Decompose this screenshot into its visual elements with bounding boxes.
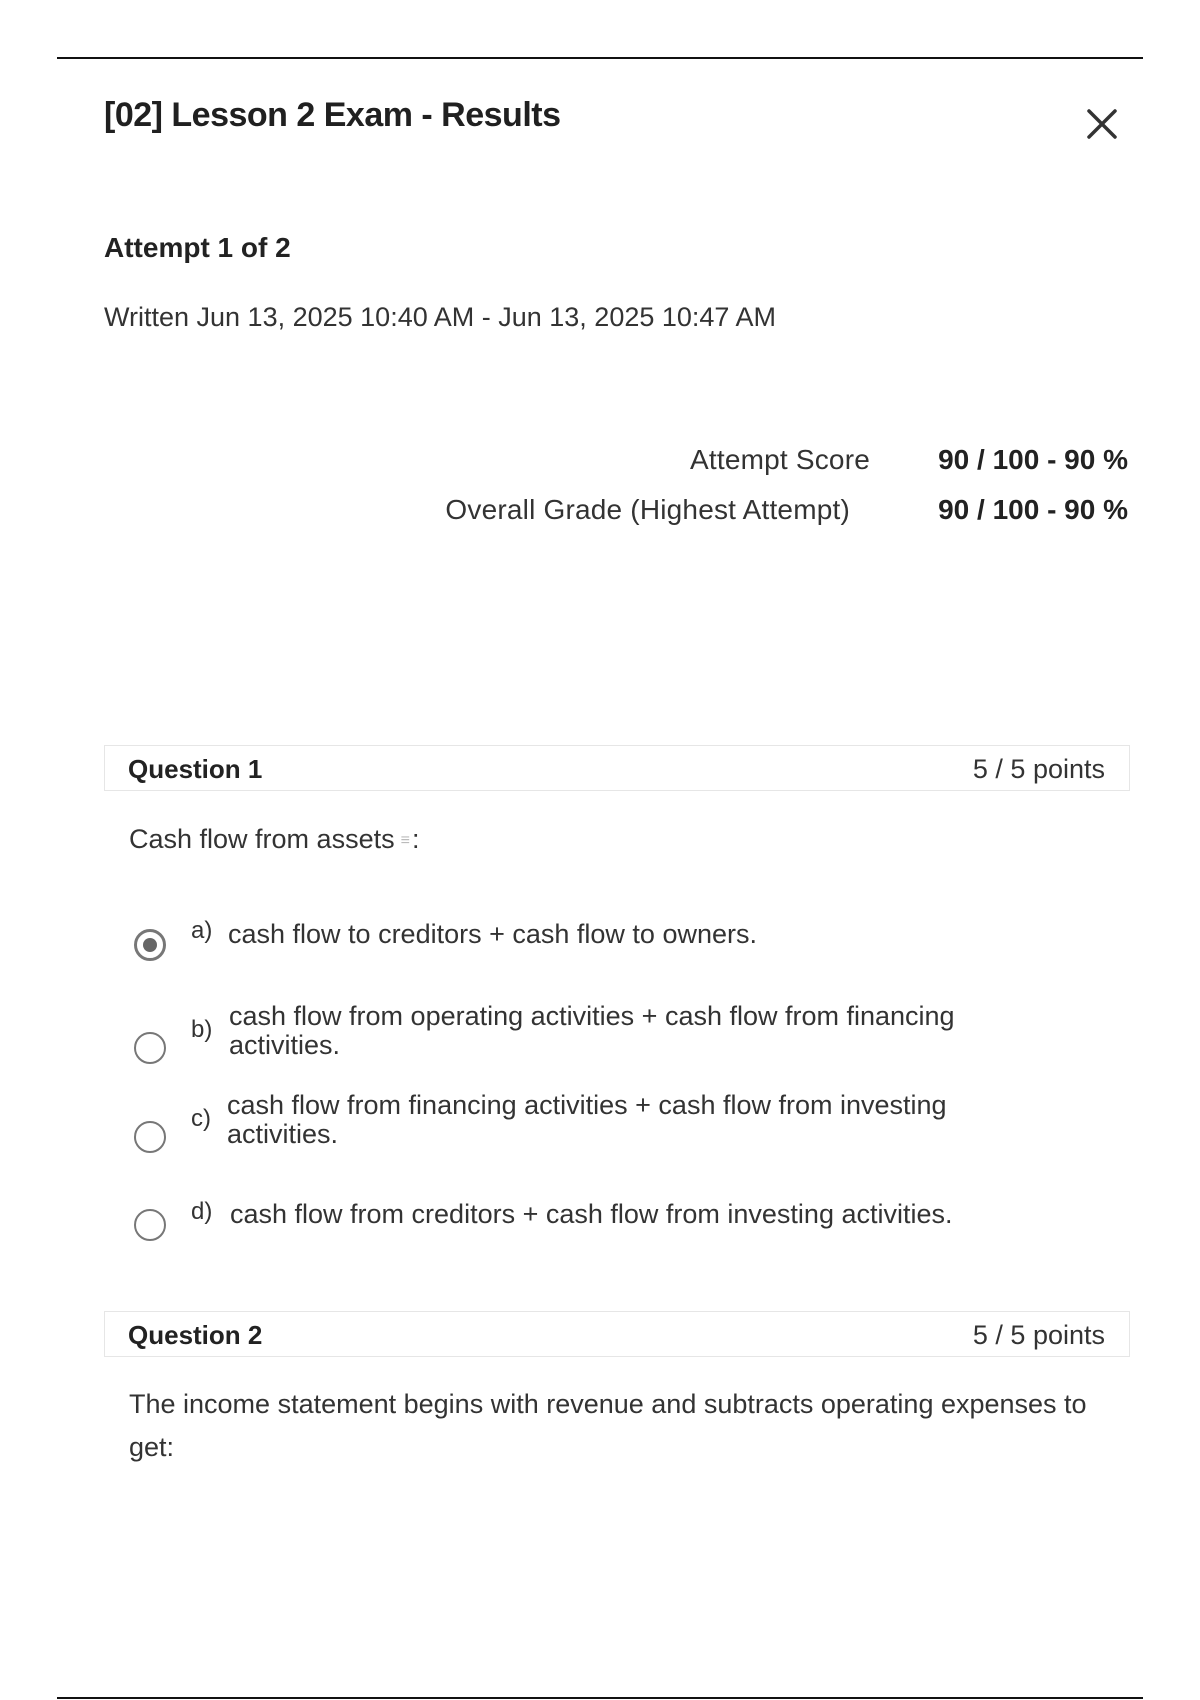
option-letter: b) [191,1016,213,1043]
overall-grade-label: Overall Grade (Highest Attempt) [445,494,850,525]
attempt-score-row [690,444,1128,476]
top-divider [57,57,1143,59]
question-1-points: 5 / 5 points [972,754,1105,784]
option-letter: d) [191,1198,213,1225]
question-2-points: 5 / 5 points [972,1320,1105,1350]
question-1-text [129,818,419,862]
attempt-score-value: 90 / 100 - 90 % [938,444,1128,475]
option-letter: a) [191,917,213,944]
bottom-divider [57,1697,1143,1699]
overall-grade-value: 90 / 100 - 90 % [938,494,1128,525]
page-title: [02] Lesson 2 Exam - Results [104,96,561,134]
radio-button[interactable] [134,1032,166,1064]
option-text: cash flow from financing activities + cash flow from investing activities. [227,1090,947,1149]
question-1-stem: Cash flow from assets [129,824,395,854]
overall-grade-row [445,494,1128,526]
close-button[interactable] [1080,102,1124,146]
close-icon [1080,102,1124,146]
option-letter: c) [191,1105,211,1132]
question-2-text: The income statement begins with revenue and subtracts operating expenses to get: [129,1389,1087,1462]
question-2-title: Question 2 [128,1320,263,1350]
attempt-score-label: Attempt Score [689,444,870,475]
radio-button[interactable] [134,1121,166,1153]
option-text: cash flow from creditors + cash flow from investing activities. [230,1199,953,1229]
question-2-header [104,1311,1130,1357]
question-1-title: Question 1 [128,754,263,784]
radio-button[interactable] [134,1209,166,1241]
question-1-header [104,745,1130,791]
question-1-stem-suffix: : [411,824,420,854]
attempt-label: Attempt 1 of 2 [104,232,291,263]
option-text: cash flow from operating activities + cash flow from financing activities. [229,1001,955,1060]
radio-button-selected[interactable] [134,929,166,961]
written-timestamp: Written Jun 13, 2025 10:40 AM - Jun 13, 2025 10:47 AM [104,302,776,332]
option-text: cash flow to creditors + cash flow to owners. [228,919,757,949]
equals-icon: ≡ [400,832,410,850]
